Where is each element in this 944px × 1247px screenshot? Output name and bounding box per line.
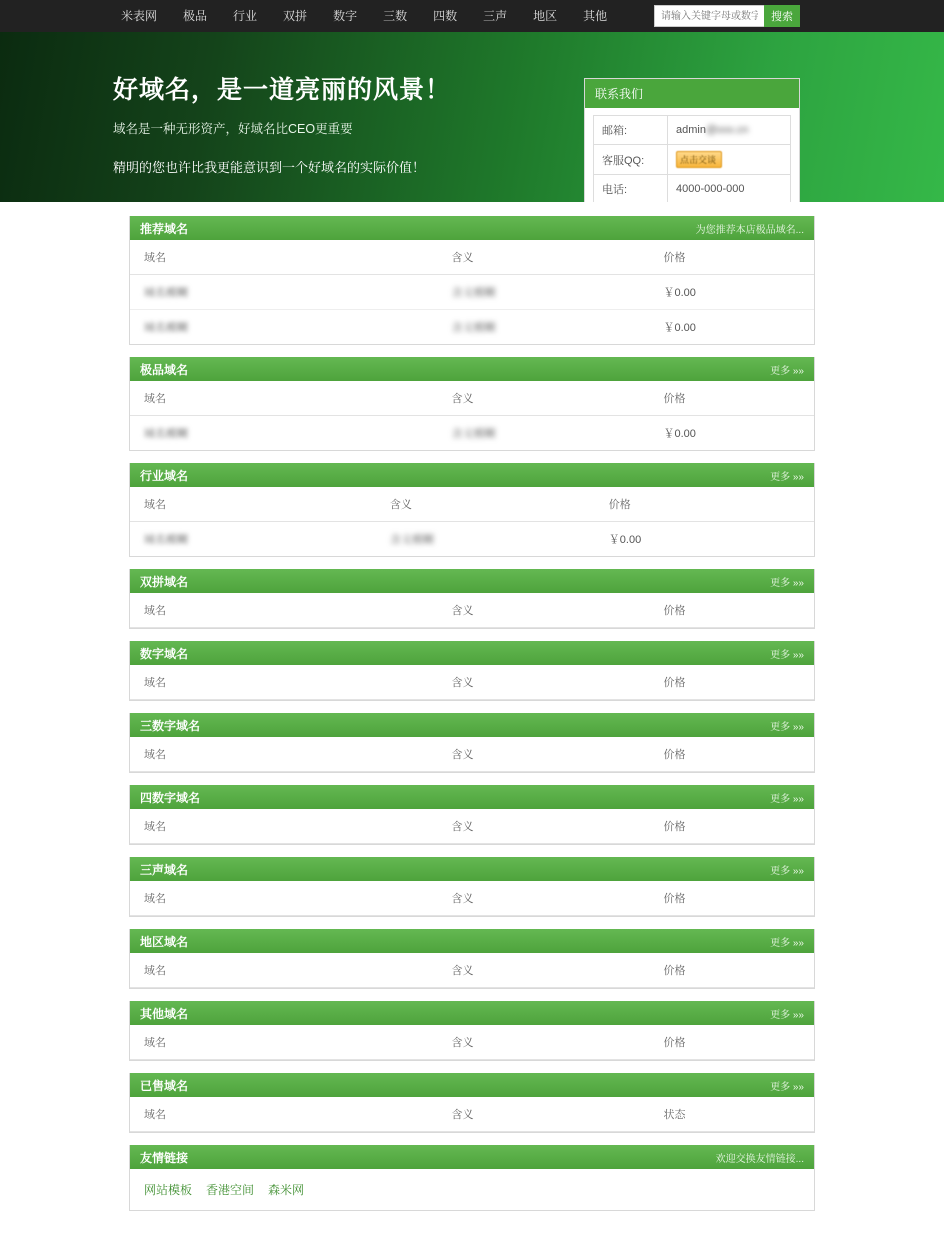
table-header-row (130, 665, 814, 700)
cell-meaning: 含义模糊 (451, 428, 496, 440)
header-price: 价格 (664, 1025, 815, 1060)
table-row[interactable] (130, 416, 814, 451)
header-price: 价格 (664, 737, 815, 772)
contact-email-label: 邮箱: (594, 116, 668, 145)
header-domain: 域名 (130, 737, 451, 772)
panel-title: 数字域名 (140, 646, 189, 661)
panel-header (130, 569, 814, 593)
contact-phone-label: 电话: (594, 175, 668, 203)
nav-item-three-number[interactable]: 三数 (383, 9, 408, 23)
header-price: 价格 (664, 809, 815, 844)
panel-title: 推荐域名 (140, 221, 189, 236)
domain-table (130, 665, 814, 700)
header-price: 价格 (664, 381, 815, 416)
panel-title: 行业域名 (140, 468, 189, 483)
header-meaning: 含义 (451, 1097, 663, 1132)
nav-item-region[interactable]: 地区 (533, 9, 558, 23)
cell-price: ￥0.00 (664, 275, 815, 310)
panel-more-link[interactable]: 为您推荐本店极品域名... (695, 224, 804, 236)
panel-header (130, 216, 814, 240)
panel-title: 双拼域名 (140, 574, 189, 589)
cell-meaning: 含义模糊 (451, 275, 663, 310)
panel-premium (129, 357, 815, 451)
panel-more-link[interactable]: 更多 »» (770, 865, 804, 877)
friend-link-item[interactable]: 网站模板 (144, 1183, 193, 1197)
panel-more-link[interactable]: 更多 »» (770, 577, 804, 589)
panel-number (129, 641, 815, 701)
header-status: 状态 (664, 1097, 815, 1132)
table-header-row (130, 593, 814, 628)
table-header-row (130, 881, 814, 916)
cell-price: ￥0.00 (663, 322, 696, 334)
nav-item-home[interactable]: 米表网 (121, 9, 158, 23)
panel-header (130, 641, 814, 665)
header-price: 价格 (664, 240, 815, 275)
header-domain: 域名 (130, 593, 451, 628)
friend-link-item[interactable]: 香港空间 (206, 1183, 255, 1197)
header-domain: 域名 (130, 1097, 451, 1132)
contact-table (593, 115, 791, 202)
search-area (654, 5, 800, 27)
nav-item-number[interactable]: 数字 (333, 9, 358, 23)
panel-title: 友情链接 (140, 1150, 189, 1165)
header-domain: 域名 (130, 953, 451, 988)
header-price: 价格 (664, 953, 815, 988)
friend-links-row (130, 1169, 814, 1210)
domain-table (130, 487, 814, 556)
contact-email-text: admin (676, 124, 706, 136)
domain-table (130, 737, 814, 772)
contact-row-phone (594, 175, 791, 203)
domain-table (130, 1025, 814, 1060)
header-meaning: 含义 (451, 240, 663, 275)
nav-list (108, 0, 620, 32)
cell-price: ￥0.00 (663, 428, 696, 440)
panel-header (130, 1001, 814, 1025)
contact-panel-title: 联系我们 (585, 79, 799, 108)
panel-header (130, 929, 814, 953)
panel-four-number (129, 785, 815, 845)
panel-header (130, 463, 814, 487)
cell-domain[interactable]: 域名模糊 (144, 534, 188, 546)
panel-industry (129, 463, 815, 557)
panel-more-link[interactable]: 更多 »» (770, 721, 804, 733)
header-domain: 域名 (130, 487, 390, 522)
header-meaning: 含义 (451, 881, 663, 916)
qq-chat-icon[interactable]: 点击交谈 (676, 151, 722, 168)
table-header-row (130, 1025, 814, 1060)
header-price: 价格 (664, 665, 815, 700)
panel-doublepinyin (129, 569, 815, 629)
panel-other (129, 1001, 815, 1061)
table-row[interactable] (130, 310, 814, 345)
contact-email-value (668, 116, 791, 145)
contact-phone-value: 4000-000-000 (668, 175, 791, 203)
header-domain: 域名 (130, 665, 451, 700)
header-meaning: 含义 (451, 809, 663, 844)
panel-more-link[interactable]: 更多 »» (770, 937, 804, 949)
table-row[interactable] (130, 275, 814, 310)
panel-recommended (129, 216, 815, 345)
header-meaning: 含义 (451, 665, 663, 700)
cell-domain[interactable]: 域名模糊 (144, 322, 188, 334)
panel-header (130, 857, 814, 881)
panel-title: 已售域名 (140, 1078, 189, 1093)
hero-banner (0, 32, 944, 202)
table-header-row (130, 953, 814, 988)
panel-friend-links (129, 1145, 815, 1211)
nav-item-premium[interactable]: 极品 (183, 9, 208, 23)
header-domain: 域名 (130, 881, 451, 916)
panel-title: 三数字域名 (140, 718, 201, 733)
table-header-row (130, 487, 814, 522)
domain-table (130, 809, 814, 844)
table-header-row (130, 737, 814, 772)
panel-header (130, 713, 814, 737)
header-meaning: 含义 (451, 1025, 663, 1060)
contact-qq-label: 客服QQ: (594, 145, 668, 175)
panel-three-number (129, 713, 815, 773)
panel-title: 其他域名 (140, 1006, 189, 1021)
cell-price: ￥0.00 (608, 534, 642, 546)
nav-item-other[interactable]: 其他 (583, 9, 608, 23)
panel-more-link[interactable]: 更多 »» (770, 649, 804, 661)
domain-table (130, 381, 814, 450)
main-content (0, 202, 944, 1247)
contact-panel (584, 78, 800, 202)
hero-text-block (113, 70, 451, 176)
panel-title: 极品域名 (140, 362, 189, 377)
header-meaning: 含义 (451, 593, 663, 628)
header-domain: 域名 (130, 1025, 451, 1060)
panel-header (130, 357, 814, 381)
search-input[interactable] (654, 5, 764, 27)
header-domain: 域名 (130, 809, 451, 844)
domain-table (130, 593, 814, 628)
panel-title: 地区域名 (140, 934, 189, 949)
panel-title: 四数字域名 (140, 790, 201, 805)
panel-three-tone (129, 857, 815, 917)
header-meaning: 含义 (451, 953, 663, 988)
header-meaning: 含义 (451, 737, 663, 772)
domain-table (130, 953, 814, 988)
panel-more-link[interactable]: 更多 »» (770, 365, 804, 377)
panel-more-link[interactable]: 更多 »» (770, 1081, 804, 1093)
table-header-row (130, 1097, 814, 1132)
table-header-row (130, 381, 814, 416)
table-header-row (130, 809, 814, 844)
cell-domain[interactable]: 域名模糊 (144, 428, 188, 440)
panel-header (130, 1145, 814, 1169)
cell-domain[interactable]: 域名模糊 (130, 275, 451, 310)
contact-panel-body (585, 108, 799, 202)
nav-item-industry[interactable]: 行业 (233, 9, 258, 23)
panel-header (130, 785, 814, 809)
contact-row-email (594, 116, 791, 145)
header-domain: 域名 (130, 381, 451, 416)
cell-meaning: 含义模糊 (451, 322, 496, 334)
hero-tagline: 精明的您也许比我更能意识到一个好域名的实际价值！ (113, 160, 426, 175)
table-header-row (130, 240, 814, 275)
nav-item-three-tone[interactable]: 三声 (483, 9, 508, 23)
panel-more-link[interactable]: 更多 »» (770, 471, 804, 483)
table-row[interactable] (130, 522, 814, 557)
domain-table (130, 240, 814, 344)
top-navigation-bar (0, 0, 944, 32)
friend-link-item[interactable]: 森米网 (268, 1183, 305, 1197)
contact-email-blurred: @xxx.cn (705, 124, 749, 136)
panel-header (130, 1073, 814, 1097)
search-button[interactable]: 搜索 (764, 5, 800, 27)
panel-region (129, 929, 815, 989)
domain-table (130, 1097, 814, 1132)
contact-row-qq (594, 145, 791, 175)
panel-more-link[interactable]: 更多 »» (770, 793, 804, 805)
header-domain: 域名 (130, 240, 451, 275)
header-meaning: 含义 (390, 487, 609, 522)
hero-subtitle: 域名是一种无形资产，好域名比CEO更重要 (113, 122, 353, 136)
nav-item-four-number[interactable]: 四数 (433, 9, 458, 23)
domain-table (130, 881, 814, 916)
header-meaning: 含义 (451, 381, 663, 416)
header-price: 价格 (664, 593, 815, 628)
panel-sold (129, 1073, 815, 1133)
panel-more-link[interactable]: 更多 »» (770, 1009, 804, 1021)
panel-title: 三声域名 (140, 862, 189, 877)
cell-meaning: 含义模糊 (389, 534, 434, 546)
hero-title: 好域名，是一道亮丽的风景！ (113, 76, 452, 104)
header-price: 价格 (664, 881, 815, 916)
nav-item-doublepinyin[interactable]: 双拼 (283, 9, 308, 23)
header-price: 价格 (609, 487, 814, 522)
panel-more-link[interactable]: 欢迎交换友情链接... (715, 1153, 804, 1165)
contact-qq-value[interactable] (668, 145, 791, 175)
